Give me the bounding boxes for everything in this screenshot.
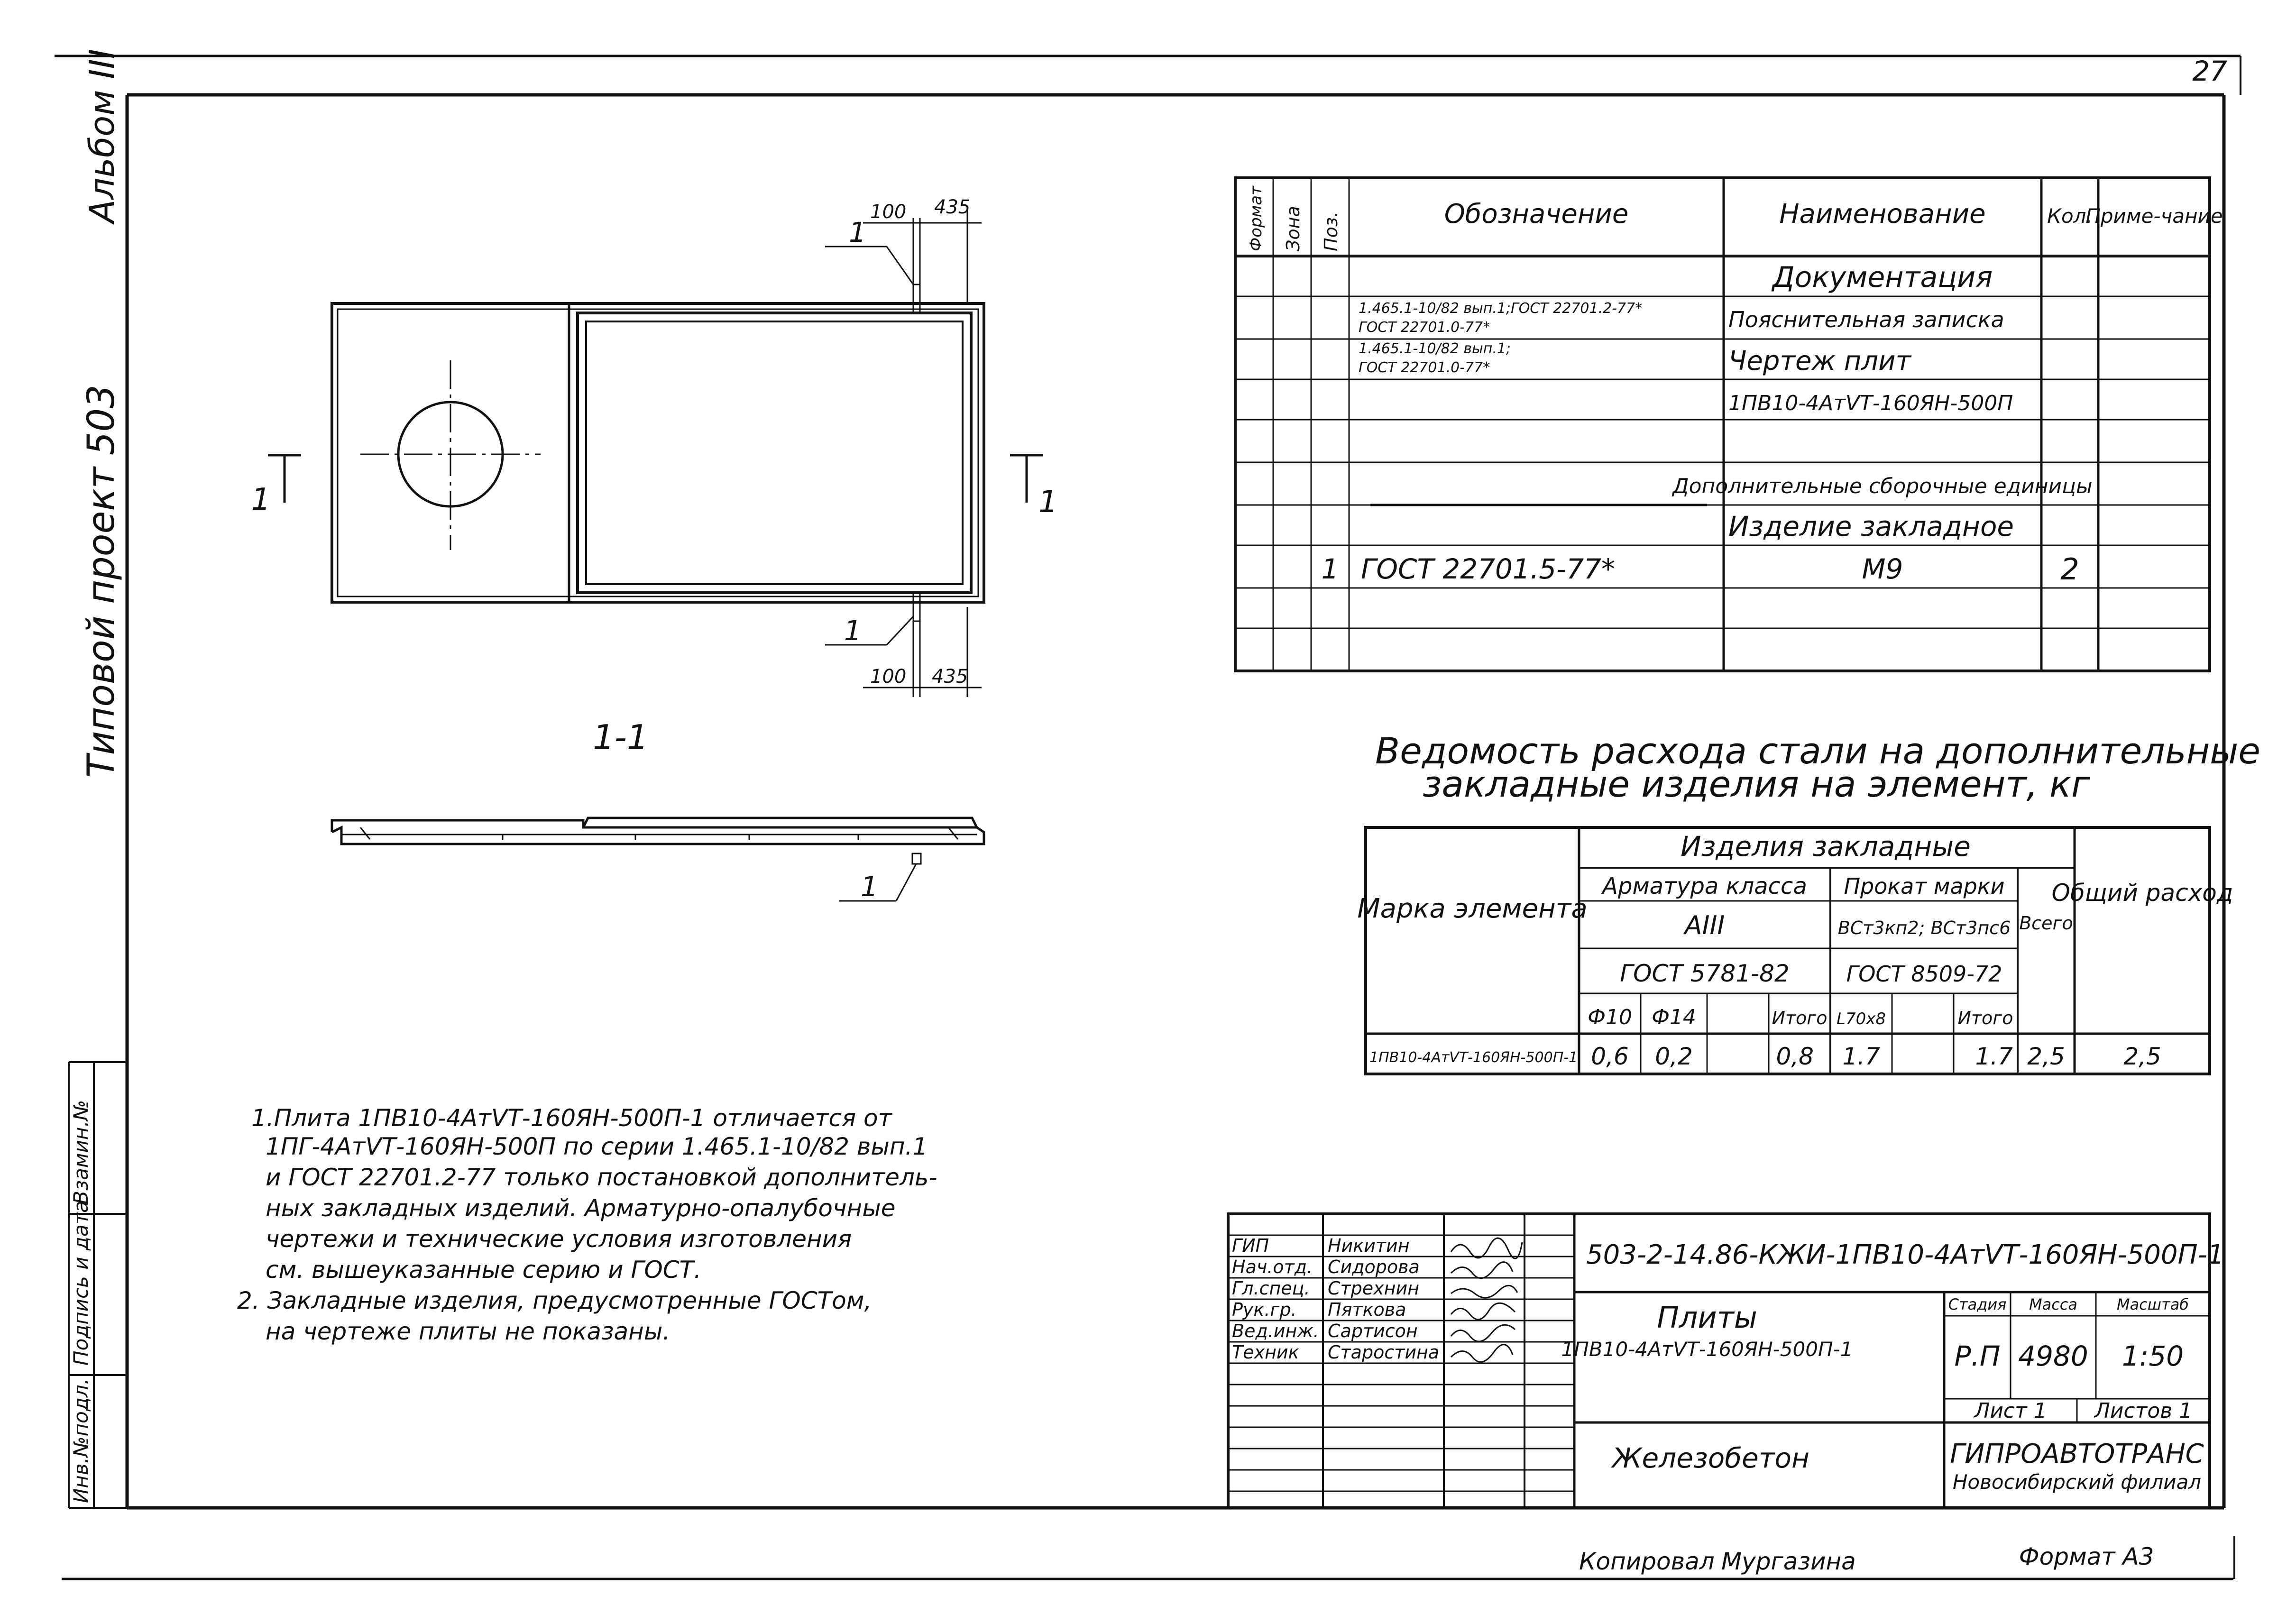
staff-name: Сидорова [1328, 1257, 1420, 1277]
dim-435-top: 435 [934, 196, 971, 218]
project-label: Типовой проект 503 [80, 385, 123, 778]
doc-title-1: Плиты [1657, 1300, 1757, 1335]
staff-name: Сартисон [1328, 1321, 1418, 1341]
inv-podl-label: Инв.№подл. [69, 1378, 92, 1503]
spec-header-note: Приме-чание [2085, 204, 2223, 228]
spec-row-name: Дополнительные сборочные единицы [1672, 474, 2093, 498]
steel-sub-itogo-rolled: Итого [1957, 1008, 2013, 1028]
steel-h-rebar-gost: ГОСТ 5781-82 [1620, 960, 1790, 987]
sign-date-label: Подпись и дата [69, 1201, 92, 1366]
spec-row-name: Пояснительная записка [1728, 307, 2004, 332]
steel-row-vsego: 2,5 [2027, 1043, 2065, 1070]
steel-h-items: Изделия закладные [1681, 830, 1971, 862]
steel-h-rolled-grade: ВСт3кп2; ВСт3пс6 [1837, 918, 2011, 938]
section-callout: 1 [861, 871, 878, 903]
spec-row-pos: 1 [1321, 553, 1339, 585]
callout-1-top: 1 [849, 216, 866, 248]
staff-name: Пяткова [1328, 1299, 1406, 1320]
notes [237, 1104, 937, 1345]
mass-value: 4980 [2018, 1340, 2088, 1372]
steel-table-grid [1366, 827, 2210, 1074]
steel-row-general: 2,5 [2123, 1043, 2161, 1070]
note-line: и ГОСТ 22701.2-77 только постановкой дополнитель- [266, 1164, 937, 1191]
section-title: 1-1 [593, 717, 649, 757]
org-branch: Новосибирский филиал [1952, 1470, 2202, 1494]
spec-header-pos: Поз. [1321, 211, 1341, 251]
note-line: 2. Закладные изделия, предусмотренные ГОСТом, [237, 1287, 872, 1314]
spec-row-name: Чертеж плит [1728, 346, 1911, 376]
steel-sub-f10: Ф10 [1588, 1005, 1632, 1029]
staff-role: Вед.инж. [1232, 1321, 1319, 1341]
dim-435-bottom: 435 [932, 666, 968, 688]
copier-name: Мургазина [1721, 1548, 1856, 1575]
spec-row-designation2: ГОСТ 22701.0-77* [1359, 359, 1490, 376]
note-line: 1ПГ-4АтⅤТ-160ЯН-500П по серии 1.465.1-10/82 вып.1 [266, 1133, 928, 1160]
doc-code: 503-2-14.86-КЖИ-1ПВ10-4АтⅤТ-160ЯН-500П-1 [1586, 1239, 2224, 1270]
spec-row-qty: 2 [2060, 552, 2079, 587]
dim-100-bottom: 100 [870, 666, 907, 688]
format-label: Формат А3 [2019, 1543, 2154, 1570]
steel-table-title-2: закладные изделия на элемент, кг [1423, 763, 2090, 805]
note-line: чертежи и технические условия изготовления [266, 1225, 852, 1253]
steel-h-rolled-gost: ГОСТ 8509-72 [1846, 961, 2002, 987]
scale-label: Масштаб [2116, 1295, 2189, 1313]
staff-role: Техник [1232, 1342, 1299, 1363]
mass-label: Масса [2029, 1295, 2078, 1313]
material: Железобетон [1612, 1442, 1809, 1474]
spec-row-designation: 1.465.1-10/82 вып.1;ГОСТ 22701.2-77* [1359, 300, 1643, 317]
spec-table-grid [1235, 178, 2210, 671]
spec-row-designation: 1.465.1-10/82 вып.1; [1359, 340, 1511, 357]
org-name: ГИПРОАВТОТРАНС [1950, 1439, 2204, 1469]
steel-h-general: Общий расход [2051, 879, 2233, 907]
section-mark-right: 1 [1038, 485, 1058, 520]
note-line: 1.Плита 1ПВ10-4АтⅤТ-160ЯН-500П-1 отличается от [251, 1104, 892, 1132]
steel-row-itogo1: 0,8 [1776, 1043, 1814, 1070]
steel-table-title-1: Ведомость расхода стали на дополнительные [1375, 730, 2261, 772]
slab-plan-view [268, 209, 1043, 697]
callout-1-bottom: 1 [844, 615, 862, 647]
scale-value: 1:50 [2122, 1340, 2184, 1372]
sheet-label: Лист 1 [1974, 1399, 2047, 1423]
spec-row-name: Изделие закладное [1728, 510, 2014, 542]
staff-name: Стрехнин [1328, 1278, 1420, 1299]
note-line: см. вышеуказанные серию и ГОСТ. [266, 1256, 702, 1284]
spec-header-name: Наименование [1779, 199, 1986, 229]
spec-header-designation: Обозначение [1444, 199, 1629, 229]
steel-sub-f14: Ф14 [1652, 1005, 1696, 1029]
staff-name: Никитин [1328, 1235, 1410, 1256]
spec-row-designation: ГОСТ 22701.5-77* [1361, 553, 1615, 585]
steel-h-rebar-class: АIII [1684, 910, 1725, 940]
doc-title-2: 1ПВ10-4АтⅤТ-160ЯН-500П-1 [1561, 1338, 1853, 1361]
section-mark-left: 1 [251, 482, 271, 517]
steel-h-mark: Марка элемента [1357, 893, 1588, 924]
dim-100-top: 100 [870, 201, 907, 223]
spec-header-format: Формат [1247, 186, 1266, 251]
steel-h-rebar: Арматура класса [1602, 873, 1807, 899]
spec-header-zone: Зона [1283, 206, 1304, 251]
steel-row-l70: 1.7 [1842, 1043, 1880, 1070]
slab-section-view [332, 818, 984, 901]
steel-h-rolled: Прокат марки [1844, 873, 2005, 899]
stage-label: Стадия [1948, 1295, 2007, 1313]
staff-role: Нач.отд. [1232, 1257, 1313, 1277]
steel-sub-itogo-rebar: Итого [1772, 1008, 1828, 1028]
spec-row-name: М9 [1862, 553, 1903, 585]
spec-header-qty: Кол. [2047, 204, 2093, 228]
staff-role: ГИП [1232, 1235, 1269, 1256]
spec-row-designation2: ГОСТ 22701.0-77* [1359, 319, 1490, 336]
staff-role: Гл.спец. [1232, 1278, 1310, 1299]
steel-row-itogo2: 1.7 [1975, 1043, 2013, 1070]
spec-row-name: Документация [1772, 261, 1993, 294]
note-line: ных закладных изделий. Арматурно-опалубочные [266, 1194, 896, 1222]
steel-row-mark: 1ПВ10-4АтⅤТ-160ЯН-500П-1 [1369, 1049, 1578, 1066]
sheet-number: 27 [2192, 55, 2227, 87]
steel-row-f10: 0,6 [1591, 1043, 1629, 1070]
sheets-label: Листов 1 [2094, 1399, 2193, 1423]
copied-label: Копировал [1579, 1548, 1715, 1575]
steel-row-f14: 0,2 [1655, 1043, 1693, 1070]
steel-h-total: Всего [2019, 913, 2073, 934]
album-label: Альбом III [82, 48, 122, 223]
vzam-inv-label: Взамин.№ [69, 1100, 92, 1204]
staff-role: Рук.гр. [1232, 1299, 1297, 1320]
staff-name: Старостина [1328, 1342, 1440, 1363]
spec-row-name: 1ПВ10-4АтⅤТ-160ЯН-500П [1728, 391, 2013, 415]
stage-value: Р.П [1954, 1340, 2001, 1372]
note-line: на чертеже плиты не показаны. [266, 1318, 670, 1345]
steel-sub-l70: L70х8 [1837, 1009, 1886, 1028]
